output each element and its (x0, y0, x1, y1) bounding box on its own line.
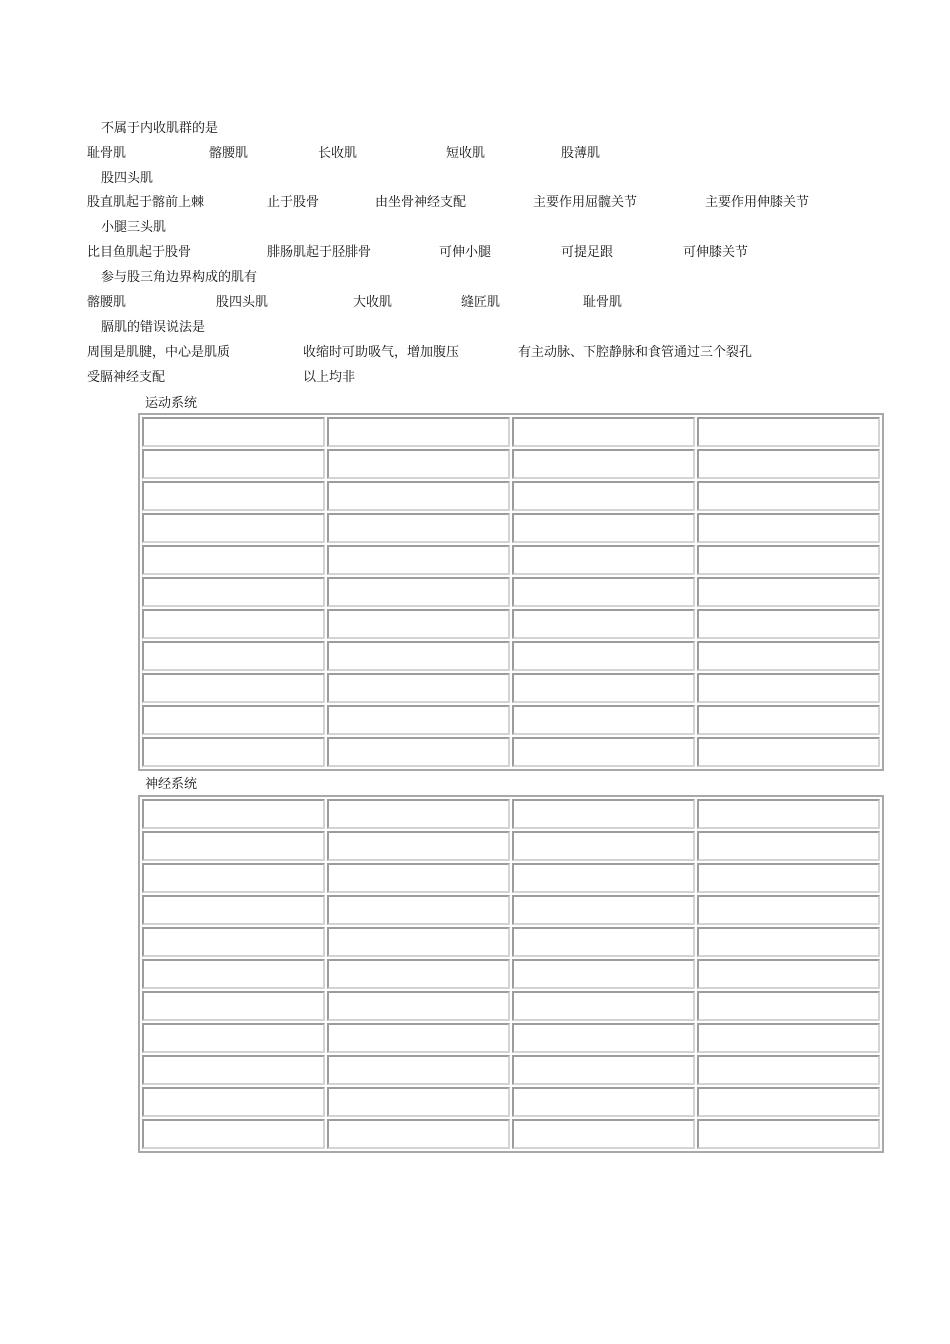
table-row (142, 799, 880, 829)
table-cell (327, 705, 510, 735)
table-cell (327, 799, 510, 829)
table-cell (697, 1055, 880, 1085)
section-title-nervous-system: 神经系统 (145, 777, 198, 792)
option-a: 股直肌起于髂前上棘 (87, 195, 205, 210)
table-cell (697, 863, 880, 893)
table-cell (512, 737, 695, 767)
table-cell (512, 577, 695, 607)
table-cell (697, 1119, 880, 1149)
question-5-stem: 膈肌的错误说法是 (101, 320, 206, 335)
table-row (142, 737, 880, 767)
table-cell (327, 641, 510, 671)
table-cell (512, 1055, 695, 1085)
table-row (142, 991, 880, 1021)
table-cell (142, 1023, 325, 1053)
table-row (142, 1087, 880, 1117)
section-title-motor-system: 运动系统 (145, 396, 198, 411)
table-cell (512, 545, 695, 575)
option-c: 有主动脉、下腔静脉和食管通过三个裂孔 (518, 345, 753, 360)
table-cell (512, 927, 695, 957)
table-cell (327, 1055, 510, 1085)
question-3-stem: 小腿三头肌 (101, 220, 167, 235)
table-row (142, 641, 880, 671)
table-cell (142, 1055, 325, 1085)
option-e: 主要作用伸膝关节 (705, 195, 810, 210)
table-cell (142, 545, 325, 575)
table-cell (142, 705, 325, 735)
question-1-options (0, 144, 950, 164)
table-cell (512, 641, 695, 671)
table-cell (327, 545, 510, 575)
nervous-system-table (138, 795, 884, 1153)
option-e: 以上均非 (303, 370, 356, 385)
table-cell (142, 863, 325, 893)
option-b: 腓肠肌起于胫腓骨 (267, 245, 372, 260)
table-cell (697, 609, 880, 639)
table-cell (697, 831, 880, 861)
table-cell (142, 417, 325, 447)
option-c: 由坐骨神经支配 (375, 195, 467, 210)
motor-system-table (138, 413, 884, 771)
option-e: 可伸膝关节 (683, 245, 749, 260)
table-cell (512, 959, 695, 989)
table-row (142, 545, 880, 575)
table-cell (327, 895, 510, 925)
option-b: 收缩时可助吸气，增加腹压 (303, 345, 460, 360)
table-row (142, 513, 880, 543)
table-cell (142, 1119, 325, 1149)
table-cell (327, 609, 510, 639)
table-cell (512, 831, 695, 861)
table-cell (142, 927, 325, 957)
table-cell (327, 863, 510, 893)
table-cell (327, 513, 510, 543)
option-b: 髂腰肌 (209, 146, 249, 161)
table-cell (327, 449, 510, 479)
table-row (142, 481, 880, 511)
table-row (142, 609, 880, 639)
question-1-stem: 不属于内收肌群的是 (101, 121, 219, 136)
question-4-options (0, 293, 950, 313)
table-cell (142, 609, 325, 639)
table-row (142, 1055, 880, 1085)
table-cell (697, 545, 880, 575)
table-cell (327, 577, 510, 607)
option-d: 短收肌 (446, 146, 486, 161)
table-cell (142, 799, 325, 829)
option-d: 缝匠肌 (461, 295, 501, 310)
table-cell (142, 449, 325, 479)
option-a: 耻骨肌 (87, 146, 127, 161)
table-cell (142, 673, 325, 703)
table-row (142, 831, 880, 861)
table-cell (697, 895, 880, 925)
question-5-options-row2 (0, 368, 950, 388)
option-d: 受膈神经支配 (87, 370, 166, 385)
table-cell (512, 799, 695, 829)
table-row (142, 417, 880, 447)
option-a: 周围是肌腱，中心是肌质 (87, 345, 231, 360)
table-row (142, 1119, 880, 1149)
table-cell (512, 417, 695, 447)
table-cell (142, 513, 325, 543)
option-e: 耻骨肌 (583, 295, 623, 310)
question-4-stem: 参与股三角边界构成的肌有 (101, 270, 258, 285)
question-3-options (0, 243, 950, 263)
table-cell (142, 641, 325, 671)
table-cell (327, 927, 510, 957)
table-cell (697, 705, 880, 735)
table-cell (327, 991, 510, 1021)
table-cell (512, 513, 695, 543)
table-cell (697, 959, 880, 989)
option-b: 止于股骨 (267, 195, 320, 210)
table-cell (142, 991, 325, 1021)
table-cell (512, 609, 695, 639)
table-row (142, 577, 880, 607)
option-d: 可提足跟 (561, 245, 614, 260)
nervous-system-table-body (142, 799, 880, 1149)
table-cell (697, 513, 880, 543)
table-cell (697, 991, 880, 1021)
table-cell (142, 895, 325, 925)
table-cell (697, 641, 880, 671)
table-cell (512, 1119, 695, 1149)
table-cell (142, 481, 325, 511)
table-row (142, 927, 880, 957)
option-c: 长收肌 (318, 146, 358, 161)
table-row (142, 705, 880, 735)
table-cell (142, 1087, 325, 1117)
table-cell (142, 577, 325, 607)
table-row (142, 1023, 880, 1053)
table-cell (697, 481, 880, 511)
table-cell (512, 449, 695, 479)
table-cell (697, 1023, 880, 1053)
option-b: 股四头肌 (216, 295, 269, 310)
table-cell (327, 417, 510, 447)
table-cell (327, 831, 510, 861)
table-cell (327, 1087, 510, 1117)
table-cell (697, 449, 880, 479)
table-cell (327, 1119, 510, 1149)
table-cell (512, 481, 695, 511)
table-cell (512, 863, 695, 893)
option-c: 大收肌 (353, 295, 393, 310)
table-cell (142, 737, 325, 767)
option-d: 主要作用屈髋关节 (533, 195, 638, 210)
question-5-options-row1 (0, 343, 950, 363)
question-2-options (0, 193, 950, 213)
motor-system-table-body (142, 417, 880, 767)
table-cell (697, 673, 880, 703)
option-a: 髂腰肌 (87, 295, 127, 310)
table-cell (697, 577, 880, 607)
table-cell (697, 927, 880, 957)
table-cell (697, 799, 880, 829)
table-cell (512, 991, 695, 1021)
table-cell (142, 959, 325, 989)
table-cell (327, 1023, 510, 1053)
table-cell (327, 481, 510, 511)
table-cell (512, 895, 695, 925)
table-row (142, 959, 880, 989)
table-cell (327, 673, 510, 703)
table-cell (142, 831, 325, 861)
table-cell (327, 959, 510, 989)
table-cell (512, 1023, 695, 1053)
table-row (142, 863, 880, 893)
table-cell (697, 737, 880, 767)
table-cell (327, 737, 510, 767)
option-a: 比目鱼肌起于股骨 (87, 245, 192, 260)
table-cell (512, 1087, 695, 1117)
question-2-stem: 股四头肌 (101, 171, 154, 186)
table-cell (512, 673, 695, 703)
table-cell (697, 1087, 880, 1117)
option-c: 可伸小腿 (439, 245, 492, 260)
table-cell (697, 417, 880, 447)
table-row (142, 895, 880, 925)
table-row (142, 449, 880, 479)
table-row (142, 673, 880, 703)
option-e: 股薄肌 (561, 146, 601, 161)
table-cell (512, 705, 695, 735)
